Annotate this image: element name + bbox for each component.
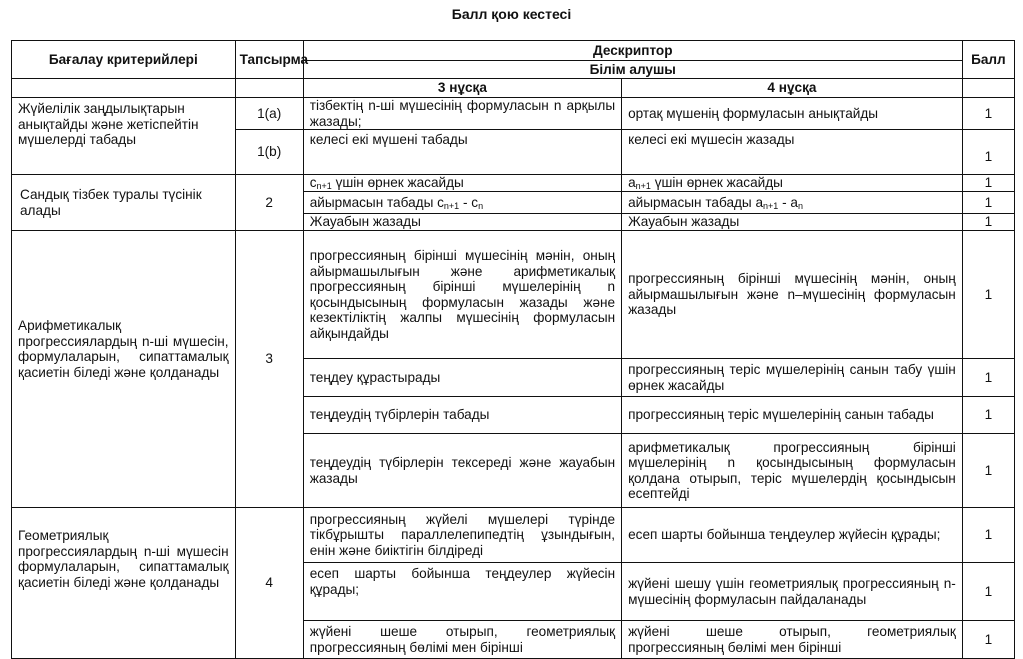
minus-sign: - — [778, 194, 791, 210]
variant3-cell: тізбектің n-ші мүшесінің формуласын n арқылы жазады; — [303, 98, 621, 130]
header-row — [12, 79, 1015, 98]
variant3-cell: прогрессияның бірінші мүшесінің мәнін, оның айырмашылығын және арифметикалық прогрессияның бірінші мүшелерінің n қосындысының формуласын жазады және кезектіліктің жалпы мүшесінің формуласын айқындайды — [303, 231, 621, 359]
header-task: Тапсырма — [235, 41, 303, 79]
score-cell: 1 — [962, 434, 1014, 508]
score-cell: 1 — [962, 508, 1014, 563]
criterion-cell: Арифметикалық прогрессиялардың n-ші мүшесін, формулаларын, сипаттамалық қасиетін біледі және қолданады — [12, 231, 236, 508]
criterion-cell: Жүйелілік заңдылықтарын анықтайды және жетіспейтін мүшелерді табады — [12, 98, 236, 175]
score-cell: 1 — [962, 231, 1014, 359]
task-cell: 1(a) — [235, 98, 303, 130]
variant4-cell: прогрессияның теріс мүшелерінің санын табады — [622, 397, 963, 434]
variant3-cell: жүйені шеше отырып, геометриялық прогрессияның бөлімі мен бірінші — [303, 621, 621, 659]
variant4-cell: прогрессияның теріс мүшелерінің санын табу үшін өрнек жасайды — [622, 359, 963, 397]
variant3-cell: Жауабын жазады — [303, 214, 621, 231]
header-score: Балл — [962, 41, 1014, 79]
var-symbol: c — [437, 194, 444, 210]
variant4-cell: жүйені шешу үшін геометриялық прогрессияның n-мүшесінің формуласын пайдаланады — [622, 563, 963, 621]
header-variant3: 3 нұсқа — [303, 79, 621, 98]
var-subscript: n — [797, 200, 803, 211]
criterion-cell: Сандық тізбек туралы түсінік алады — [12, 175, 236, 231]
minus-sign: - — [459, 194, 472, 210]
table-row — [12, 508, 1015, 563]
header-student: Білім алушы — [303, 61, 962, 79]
table-row — [12, 175, 1015, 192]
score-cell: 1 — [962, 98, 1014, 130]
header-empty — [962, 79, 1014, 98]
descriptor-text: айырмасын табады — [309, 194, 438, 210]
header-descriptor: Дескриптор — [303, 41, 962, 61]
document-title: Балл қою кестесі — [451, 6, 572, 22]
var-symbol: a — [790, 194, 798, 210]
variant3-cell: келесі екі мүшені табады — [303, 130, 621, 175]
variant3-cell: есеп шарты бойынша теңдеулер жүйесін құрады; — [303, 563, 621, 621]
table-row — [12, 231, 1015, 359]
var-symbol: c — [309, 175, 317, 191]
score-cell: 1 — [962, 397, 1014, 434]
variant4-cell — [622, 192, 963, 214]
table-row — [12, 98, 1015, 130]
variant4-cell: ортақ мүшенің формуласын анықтайды — [622, 98, 963, 130]
var-symbol: a — [628, 175, 636, 191]
var-symbol: a — [755, 194, 764, 210]
header-empty — [12, 79, 236, 98]
descriptor-text: үшін өрнек жасайды — [331, 175, 464, 191]
variant3-cell — [303, 192, 621, 214]
var-subscript: n+1 — [635, 181, 651, 192]
variant4-cell: Жауабын жазады — [622, 214, 963, 231]
descriptor-text: айырмасын табады — [628, 194, 756, 210]
variant3-cell: теңдеудің түбірлерін табады — [303, 397, 621, 434]
variant4-cell: арифметикалық прогрессияның бірінші мүшелерінің n қосындысының формуласын қолдана отырып, теріс мүшелердің қосындысын есептейді — [622, 434, 963, 508]
variant4-cell: келесі екі мүшесін жазады — [622, 130, 963, 175]
header-criteria: Бағалау критерийлері — [12, 41, 236, 79]
descriptor-text: үшін өрнек жасайды — [650, 175, 783, 191]
var-subscript: n — [478, 200, 484, 211]
task-cell: 2 — [235, 175, 303, 231]
score-cell: 1 — [962, 563, 1014, 621]
score-cell: 1 — [962, 130, 1014, 175]
score-cell: 1 — [962, 621, 1014, 659]
score-cell: 1 — [962, 214, 1014, 231]
variant4-cell — [622, 175, 963, 192]
score-cell: 1 — [962, 359, 1014, 397]
variant4-cell: жүйені шеше отырып, геометриялық прогрессияның бөлімі мен бірінші — [622, 621, 963, 659]
header-empty — [235, 79, 303, 98]
score-cell: 1 — [962, 192, 1014, 214]
variant3-cell: теңдеу құрастырады — [303, 359, 621, 397]
variant4-cell: есеп шарты бойынша теңдеулер жүйесін құрады; — [622, 508, 963, 563]
var-subscript: n+1 — [316, 181, 332, 192]
header-variant4: 4 нұсқа — [622, 79, 963, 98]
task-cell: 1(b) — [235, 130, 303, 175]
variant4-cell: прогрессияның бірінші мүшесінің мәнін, оның айырмашылығын және n–мүшесінің формуласын жазады — [622, 231, 963, 359]
scoring-table — [11, 40, 1015, 659]
variant3-cell — [303, 175, 621, 192]
criterion-cell: Геометриялық прогрессиялардың n-ші мүшесін формулаларын, сипаттамалық қасиетін біледі және қолданады — [12, 508, 236, 659]
variant3-cell: теңдеудің түбірлерін тексереді және жауабын жазады — [303, 434, 621, 508]
header-row — [12, 41, 1015, 61]
variant3-cell: прогрессияның жүйелі мүшелері түрінде тікбұрышты параллелепипедтің ұзындығын, енін және биіктігін білдіреді — [303, 508, 621, 563]
task-cell: 4 — [235, 508, 303, 659]
var-subscript: n+1 — [763, 200, 779, 211]
var-symbol: c — [471, 194, 479, 210]
task-cell: 3 — [235, 231, 303, 508]
score-cell: 1 — [962, 175, 1014, 192]
var-subscript: n+1 — [443, 200, 460, 211]
